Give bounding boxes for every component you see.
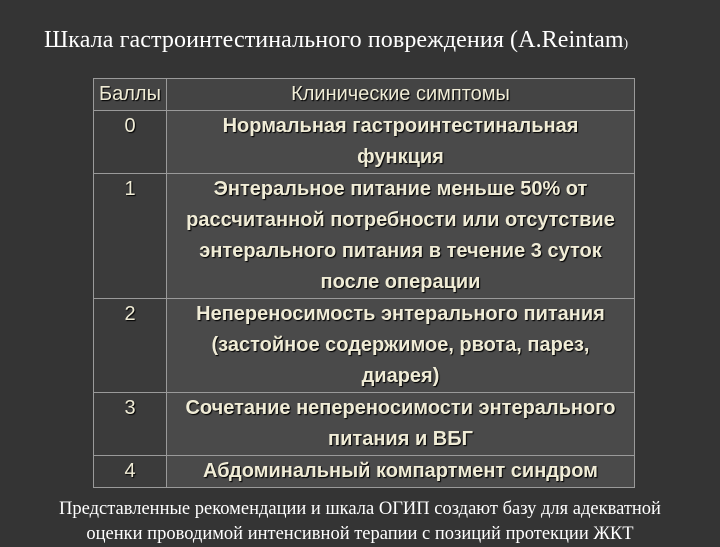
symptoms-line: Непереносимость энтерального питания — [196, 303, 605, 325]
symptoms-line: энтерального питания в течение 3 суток — [199, 240, 602, 262]
symptoms-line: диарея) — [361, 365, 440, 387]
symptoms-cell — [167, 111, 635, 174]
table-row — [94, 299, 635, 393]
symptoms-line: Нормальная гастроинтестинальная — [222, 115, 579, 137]
footer-line: оценки проводимой интенсивной терапии с позиций протекции ЖКТ — [86, 524, 634, 544]
table-row — [94, 456, 635, 488]
table-row — [94, 174, 635, 299]
symptoms-cell — [167, 393, 635, 456]
symptoms-line: функция — [357, 146, 444, 168]
symptoms-column-header: Клинические симптомы — [167, 79, 635, 111]
symptoms-line: Энтеральное питание меньше 50% от — [213, 178, 588, 200]
symptoms-cell — [167, 299, 635, 393]
score-cell: 3 — [94, 393, 167, 456]
symptoms-cell — [167, 174, 635, 299]
symptoms-line: рассчитанной потребности или отсутствие — [186, 209, 615, 231]
symptoms-line: (застойное содержимое, рвота, парез, — [211, 334, 590, 356]
score-cell: 1 — [94, 174, 167, 299]
table-row — [94, 111, 635, 174]
footer-line: Представленные рекомендации и шкала ОГИП создают базу для адекватной — [59, 499, 661, 519]
score-column-header: Баллы — [94, 79, 167, 111]
symptoms-cell — [167, 456, 635, 488]
score-cell: 0 — [94, 111, 167, 174]
symptoms-line: Абдоминальный компартмент синдром — [203, 460, 598, 482]
symptoms-line: после операции — [320, 271, 481, 293]
symptoms-line: питания и ВБГ — [328, 428, 473, 450]
gi-injury-scale-table — [93, 78, 635, 488]
slide-title — [44, 27, 628, 54]
symptoms-line: Сочетание непереносимости энтерального — [185, 397, 616, 419]
slide-title-tail: ) — [623, 35, 629, 50]
table-header-row — [94, 79, 635, 111]
slide-title-text: Шкала гастроинтестинального повреждения (A.Reintam — [44, 27, 624, 53]
table-row — [94, 393, 635, 456]
score-cell: 2 — [94, 299, 167, 393]
score-cell: 4 — [94, 456, 167, 488]
